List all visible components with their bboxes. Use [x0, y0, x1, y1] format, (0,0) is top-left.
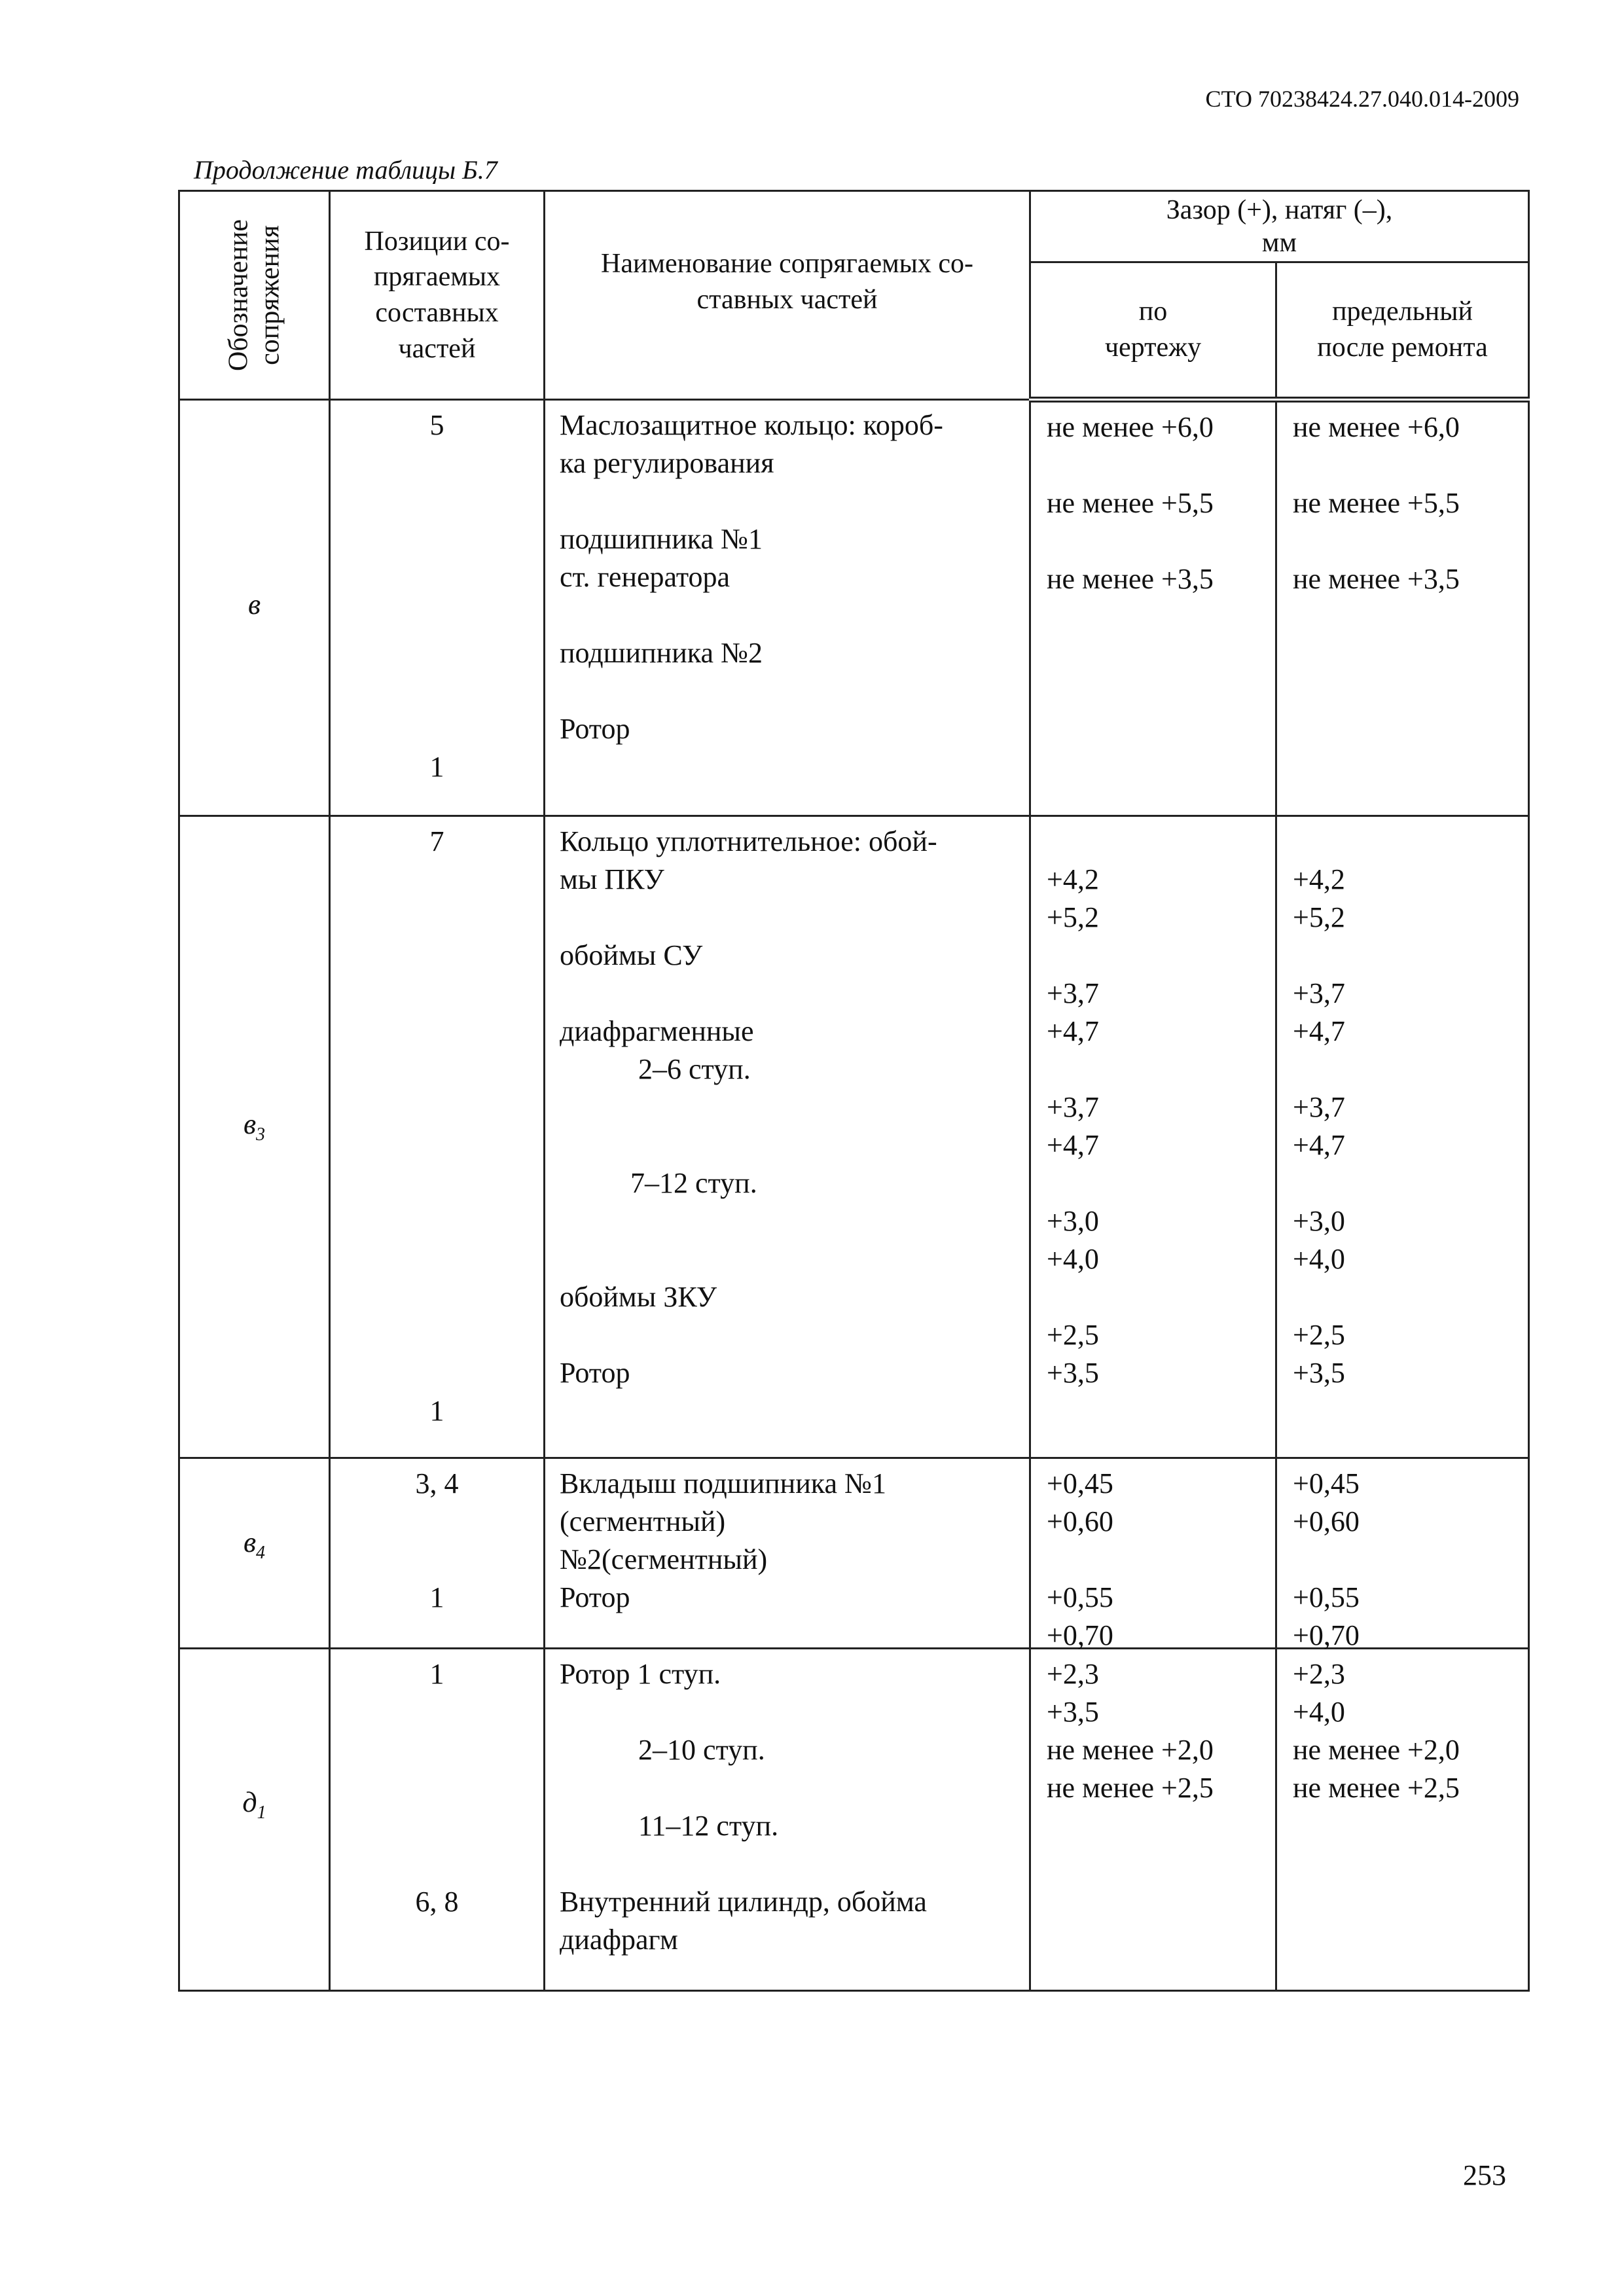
- designation-mark: [180, 1528, 329, 1562]
- by-drawing-value: +2,5: [1047, 1319, 1099, 1351]
- header-designation-line: Обозначение: [223, 219, 254, 372]
- limit-value: +0,60: [1293, 1505, 1360, 1537]
- name-line: ка регулирования: [560, 447, 774, 479]
- name-cell: [545, 1458, 1030, 1649]
- designation-mark: [180, 590, 329, 619]
- by-drawing-cell: [1030, 1458, 1276, 1649]
- name-line: 2–6 ступ.: [638, 1053, 751, 1085]
- limit-value: не менее +2,0: [1293, 1734, 1460, 1766]
- header-positions: [330, 191, 545, 400]
- name-line: 2–10 ступ.: [638, 1734, 765, 1766]
- by-drawing-value: не менее +2,5: [1047, 1772, 1214, 1804]
- header-name-line: ставных частей: [696, 285, 878, 315]
- limit-value: +0,45: [1293, 1467, 1360, 1499]
- positions-cell: [330, 1649, 545, 1991]
- by-drawing-value: +2,3: [1047, 1658, 1099, 1690]
- page-number: 253: [1463, 2159, 1506, 2191]
- by-drawing-value: +3,5: [1047, 1357, 1099, 1389]
- limit-value: +4,7: [1293, 1129, 1345, 1161]
- by-drawing-value: +3,7: [1047, 1091, 1099, 1123]
- name-line: Ротор: [560, 1357, 630, 1389]
- by-drawing-value: не менее +6,0: [1047, 411, 1214, 443]
- name-line: мы ПКУ: [560, 863, 664, 895]
- header-gap-line: мм: [1261, 228, 1297, 258]
- designation-mark: [180, 1110, 329, 1144]
- designation-subscript: 1: [257, 1802, 266, 1823]
- name-line: 7–12 ступ.: [630, 1167, 757, 1199]
- by-drawing-value: +4,7: [1047, 1015, 1099, 1047]
- table-row: [179, 400, 1529, 816]
- limit-value: +3,7: [1293, 977, 1345, 1009]
- limit-value: +0,55: [1293, 1581, 1360, 1613]
- designation-cell: [179, 816, 330, 1458]
- document-code: СТО 70238424.27.040.014-2009: [1205, 86, 1519, 112]
- by-drawing-value: +4,2: [1047, 863, 1099, 895]
- name-line: подшипника №2: [560, 637, 763, 669]
- name-line: Кольцо уплотнительное: обой-: [560, 825, 937, 857]
- header-limit-line: после ремонта: [1317, 332, 1488, 363]
- table-caption: Продолжение таблицы Б.7: [194, 155, 497, 185]
- name-line: диафрагменные: [560, 1015, 754, 1047]
- table-row: [179, 816, 1529, 1458]
- header-positions-line: составных: [375, 298, 499, 328]
- by-drawing-value: не менее +5,5: [1047, 487, 1214, 519]
- limit-cell: [1276, 1458, 1529, 1649]
- by-drawing-value: не менее +3,5: [1047, 563, 1214, 595]
- header-name: [545, 191, 1030, 400]
- name-line: Ротор: [560, 713, 630, 745]
- name-line: обоймы СУ: [560, 939, 703, 971]
- limit-cell: [1276, 1649, 1529, 1991]
- designation-letter: в: [243, 1526, 257, 1558]
- limit-value: не менее +3,5: [1293, 563, 1460, 595]
- designation-letter: в: [247, 588, 261, 620]
- table-row: [179, 1649, 1529, 1991]
- header-by-drawing: [1030, 262, 1276, 400]
- name-line: Ротор 1 ступ.: [560, 1658, 721, 1690]
- header-limit-line: предельный: [1332, 296, 1473, 327]
- header-gap-line: Зазор (+), натяг (–),: [1166, 194, 1393, 225]
- by-drawing-cell: [1030, 816, 1276, 1458]
- name-line: Вкладыш подшипника №1: [560, 1467, 886, 1499]
- limit-value: +2,5: [1293, 1319, 1345, 1351]
- position-line: 7: [429, 825, 444, 857]
- position-line: 1: [429, 1658, 444, 1690]
- by-drawing-value: +0,60: [1047, 1505, 1113, 1537]
- by-drawing-value: +4,7: [1047, 1129, 1099, 1161]
- limit-value: не менее +6,0: [1293, 411, 1460, 443]
- header-by-drawing-line: по: [1138, 296, 1168, 327]
- by-drawing-value: +0,45: [1047, 1467, 1113, 1499]
- name-line: №2(сегментный): [560, 1543, 768, 1575]
- header-gap-group: [1030, 191, 1529, 262]
- limit-value: +4,7: [1293, 1015, 1345, 1047]
- limit-value: +3,7: [1293, 1091, 1345, 1123]
- name-cell: [545, 816, 1030, 1458]
- name-line: ст. генератора: [560, 561, 731, 593]
- designation-letter: в: [243, 1108, 257, 1140]
- by-drawing-cell: [1030, 400, 1276, 816]
- header-designation-line: сопряжения: [255, 225, 285, 365]
- name-cell: [545, 400, 1030, 816]
- name-line: 11–12 ступ.: [638, 1810, 779, 1842]
- designation-cell: [179, 1458, 330, 1649]
- clearance-table: [178, 190, 1530, 1992]
- limit-value: +4,0: [1293, 1696, 1345, 1728]
- limit-cell: [1276, 400, 1529, 816]
- limit-value: +4,2: [1293, 863, 1345, 895]
- positions-cell: [330, 1458, 545, 1649]
- by-drawing-value: +3,0: [1047, 1205, 1099, 1237]
- position-line: 1: [429, 1395, 444, 1427]
- position-line: 1: [429, 1581, 444, 1613]
- limit-value: +2,3: [1293, 1658, 1345, 1690]
- designation-cell: [179, 1649, 330, 1991]
- header-positions-line: прягаемых: [373, 262, 501, 293]
- name-cell: [545, 1649, 1030, 1991]
- by-drawing-value: +3,7: [1047, 977, 1099, 1009]
- name-line: диафрагм: [560, 1924, 678, 1956]
- position-line: 1: [429, 751, 444, 783]
- limit-value: +0,70: [1293, 1619, 1360, 1651]
- designation-letter: д: [242, 1786, 257, 1818]
- designation-subscript: 3: [256, 1124, 266, 1145]
- by-drawing-value: не менее +2,0: [1047, 1734, 1214, 1766]
- by-drawing-cell: [1030, 1649, 1276, 1991]
- header-by-drawing-line: чертежу: [1104, 332, 1202, 363]
- by-drawing-value: +0,55: [1047, 1581, 1113, 1613]
- limit-value: не менее +2,5: [1293, 1772, 1460, 1804]
- limit-value: +3,5: [1293, 1357, 1345, 1389]
- header-designation: [179, 191, 330, 400]
- by-drawing-value: +3,5: [1047, 1696, 1099, 1728]
- header-limit: [1276, 262, 1529, 400]
- positions-cell: [330, 400, 545, 816]
- designation-subscript: 4: [256, 1542, 266, 1563]
- name-line: Внутренний цилиндр, обойма: [560, 1886, 927, 1918]
- by-drawing-value: +4,0: [1047, 1243, 1099, 1275]
- designation-cell: [179, 400, 330, 816]
- name-line: подшипника №1: [560, 523, 763, 555]
- name-line: (сегментный): [560, 1505, 726, 1537]
- header-positions-line: Позиции со-: [364, 226, 510, 257]
- limit-value: не менее +5,5: [1293, 487, 1460, 519]
- limit-value: +3,0: [1293, 1205, 1345, 1237]
- by-drawing-value: +5,2: [1047, 901, 1099, 933]
- positions-cell: [330, 816, 545, 1458]
- designation-mark: [180, 1788, 329, 1822]
- name-line: Ротор: [560, 1581, 630, 1613]
- limit-cell: [1276, 816, 1529, 1458]
- limit-value: +5,2: [1293, 901, 1345, 933]
- header-positions-line: частей: [398, 333, 476, 364]
- table-row: [179, 1458, 1529, 1649]
- header-name-line: Наименование сопрягаемых со-: [600, 249, 974, 279]
- position-line: 3, 4: [415, 1467, 459, 1499]
- name-line: обоймы ЗКУ: [560, 1281, 717, 1313]
- position-line: 6, 8: [415, 1886, 459, 1918]
- limit-value: +4,0: [1293, 1243, 1345, 1275]
- name-line: Маслозащитное кольцо: короб-: [560, 409, 943, 441]
- position-line: 5: [429, 409, 444, 441]
- by-drawing-value: +0,70: [1047, 1619, 1113, 1651]
